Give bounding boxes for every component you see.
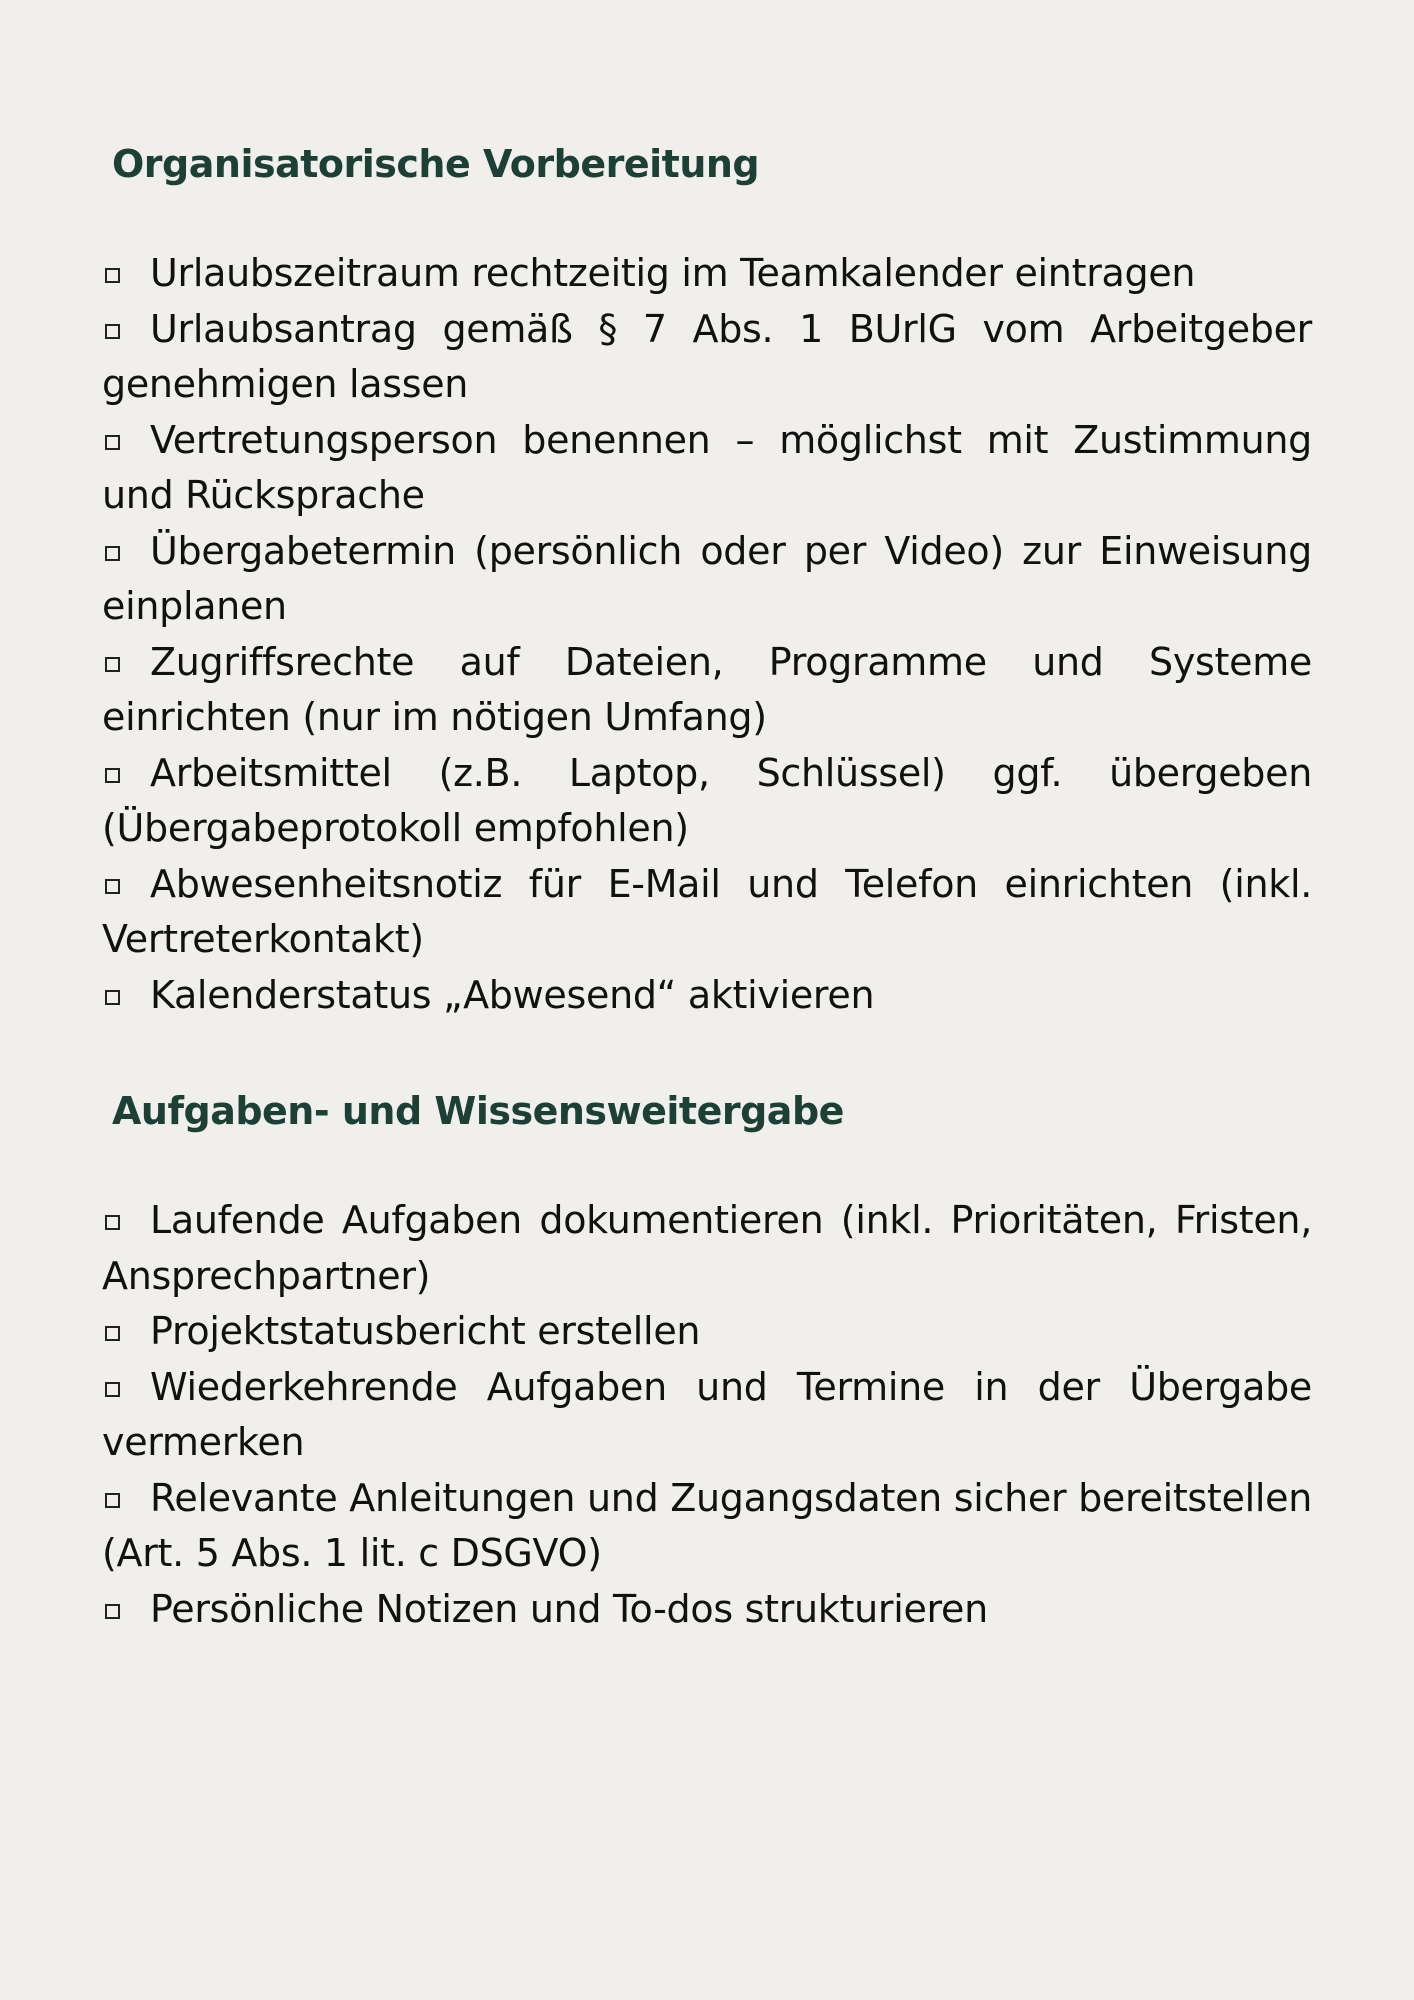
checkbox-icon[interactable] — [105, 879, 120, 894]
checklist-item[interactable] — [102, 635, 1312, 746]
checklist-item-label: Arbeitsmittel (z.B. Laptop, Schlüssel) ggf. übergeben (Übergabeprotokoll empfohlen) — [102, 750, 1312, 850]
checklist — [102, 1193, 1312, 1637]
checkbox-icon[interactable] — [105, 1604, 120, 1619]
checklist-item-label: Urlaubszeitraum rechtzeitig im Teamkalender eintragen — [150, 251, 1196, 295]
checklist-item[interactable] — [102, 1304, 1312, 1360]
checklist-item[interactable] — [102, 1582, 1312, 1638]
checkbox-icon[interactable] — [105, 324, 120, 339]
checklist-item-label: Kalenderstatus „Abwesend“ aktivieren — [150, 972, 875, 1017]
checkbox-icon[interactable] — [105, 768, 120, 783]
checkbox-icon[interactable] — [105, 1382, 120, 1397]
checklist — [102, 246, 1312, 1023]
document-page — [102, 138, 1312, 1637]
checklist-item-label: Abwesenheitsnotiz für E-Mail und Telefon einrichten (inkl. Vertreterkontakt) — [102, 861, 1312, 961]
checklist-item-label: Relevante Anleitungen und Zugangsdaten sicher bereitstellen (Art. 5 Abs. 1 lit. c DSGVO) — [102, 1475, 1312, 1575]
checklist-item[interactable] — [102, 1471, 1312, 1582]
checkbox-icon[interactable] — [105, 435, 120, 450]
checklist-item[interactable] — [102, 246, 1312, 302]
checklist-item[interactable] — [102, 524, 1312, 635]
checklist-item[interactable] — [102, 1193, 1312, 1304]
section-heading: Aufgaben- und Wissensweitergabe — [112, 1089, 844, 1133]
checklist-item-label: Zugriffsrechte auf Dateien, Programme und Systeme einrichten (nur im nötigen Umfang) — [102, 639, 1312, 739]
section-organisatorische-vorbereitung — [102, 138, 1312, 1023]
checkbox-icon[interactable] — [105, 1493, 120, 1508]
checklist-item[interactable] — [102, 413, 1312, 524]
checklist-item-label: Vertretungsperson benennen – möglichst mit Zustimmung und Rücksprache — [102, 417, 1312, 517]
section-aufgaben-und-wissensweitergabe — [102, 1085, 1312, 1637]
checkbox-icon[interactable] — [105, 1326, 120, 1341]
checklist-item-label: Urlaubsantrag gemäß § 7 Abs. 1 BUrlG vom Arbeitgeber genehmigen lassen — [102, 306, 1312, 406]
checklist-item[interactable] — [102, 857, 1312, 968]
checkbox-icon[interactable] — [105, 546, 120, 561]
checkbox-icon[interactable] — [105, 1215, 120, 1230]
checklist-item[interactable] — [102, 968, 1312, 1024]
checkbox-icon[interactable] — [105, 990, 120, 1005]
checklist-item[interactable] — [102, 302, 1312, 413]
checklist-item[interactable] — [102, 1360, 1312, 1471]
checklist-item-label: Wiederkehrende Aufgaben und Termine in der Übergabe vermerken — [102, 1364, 1312, 1464]
checklist-item-label: Projektstatusbericht erstellen — [150, 1309, 701, 1353]
checkbox-icon[interactable] — [105, 268, 120, 283]
checkbox-icon[interactable] — [105, 657, 120, 672]
checklist-item-label: Übergabetermin (persönlich oder per Video) zur Einweisung einplanen — [102, 528, 1312, 628]
checklist-item-label: Laufende Aufgaben dokumentieren (inkl. Prioritäten, Fristen, Ansprechpartner) — [102, 1198, 1312, 1298]
checklist-item-label: Persönliche Notizen und To-dos strukturieren — [150, 1586, 988, 1631]
checklist-item[interactable] — [102, 746, 1312, 857]
section-heading: Organisatorische Vorbereitung — [112, 142, 760, 186]
